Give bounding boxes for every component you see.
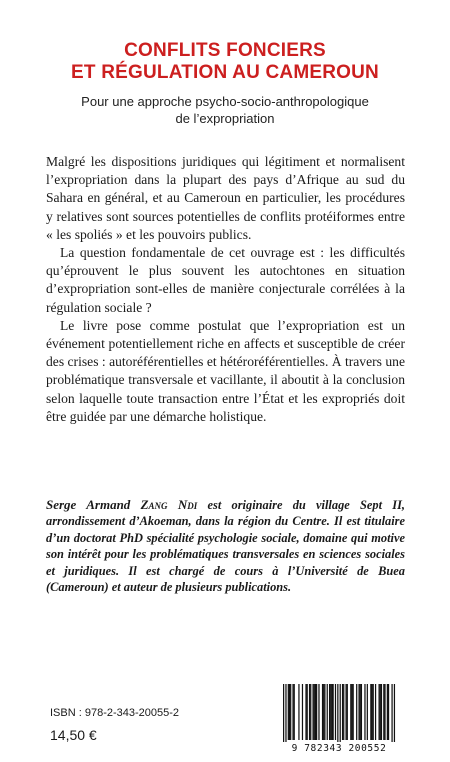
subtitle-line-2: de l’expropriation (175, 111, 275, 126)
barcode-bar (351, 684, 352, 740)
barcode-bar (335, 684, 336, 740)
barcode-bar (290, 684, 291, 740)
barcode-bar (302, 684, 303, 740)
barcode-bar (384, 684, 385, 740)
barcode-bar (361, 684, 362, 740)
barcode-bar (309, 684, 310, 740)
barcode-bar (294, 684, 295, 740)
bio-text: est originaire du village Sept II, arrondissement d’Akoeman, dans la région du Centre. Il est titulaire d’un doctorat PhD spécialité psychologie sociale, domaine qui motive son intérêt pour les problématiques transversales en sciences sociales et juridiques. Il est chargé de cours à l’Université de Buea (Cameroun) et auteur de plusieurs publications. (46, 498, 406, 595)
book-title (0, 40, 450, 84)
barcode-digits: 9 782343 200552 (291, 743, 387, 754)
barcode-bar (360, 684, 361, 740)
barcode-bar (329, 684, 330, 740)
isbn: ISBN : 978-2-343-20055-2 (50, 707, 180, 719)
barcode-bar (307, 684, 308, 740)
author-first-name: Serge Armand (46, 497, 131, 512)
barcode-bar (367, 684, 368, 740)
barcode-bar (331, 684, 332, 740)
barcode-bar (310, 684, 311, 740)
subtitle-line-1: Pour une approche psycho-socio-anthropologique (81, 94, 369, 109)
barcode-bar (315, 684, 316, 740)
barcode-bar (394, 684, 395, 742)
barcode-bar (333, 684, 334, 740)
barcode-bar (358, 684, 359, 740)
barcode-bars (273, 682, 405, 742)
barcode-bar (322, 684, 323, 740)
barcode-bar (305, 684, 306, 740)
barcode-bar (324, 684, 325, 740)
barcode-bar (327, 684, 328, 740)
barcode-bar (337, 684, 338, 742)
barcode-bar (298, 684, 299, 740)
barcode-bar (353, 684, 354, 740)
barcode-bar (318, 684, 319, 740)
abstract-paragraph-2: La question fondamentale de cet ouvrage est : les difficultés qu’éprouvent le plus souvent les autochtones en situation d’expropriation sont-elles de manière conjecturale corrélées à la régulation sociale ? (46, 245, 405, 315)
barcode-bar (381, 684, 382, 740)
barcode-bar (371, 684, 372, 740)
barcode-bar (343, 684, 344, 740)
barcode-bar (347, 684, 348, 740)
barcode-bar (383, 684, 384, 740)
barcode-bar (285, 684, 286, 742)
barcode-bar (375, 684, 376, 740)
barcode-bar (378, 684, 379, 740)
price: 14,50 € (50, 727, 97, 743)
barcode-bar (288, 684, 289, 740)
barcode-bar (345, 684, 346, 740)
barcode-bar (330, 684, 331, 740)
title-line-2: ET RÉGULATION AU CAMEROUN (71, 62, 379, 83)
barcode-bar (350, 684, 351, 740)
barcode-bar (388, 684, 389, 740)
title-line-1: CONFLITS FONCIERS (124, 40, 326, 61)
barcode (273, 682, 405, 754)
abstract-paragraph-3: Le livre pose comme postulat que l’expropriation est un événement potentiellement riche en affects et susceptible de créer des crises : autoréférentielles et hétéroréférentielles. À travers une problématique transversale et vacillante, il aboutit à la conclusion selon laquelle toute transaction entre l’État et les expropriés doit être guidée par une démarche holistique. (46, 317, 405, 424)
abstract (46, 153, 405, 426)
barcode-bar (316, 684, 317, 740)
barcode-bar (387, 684, 388, 740)
barcode-bar (292, 684, 293, 740)
barcode-bar (364, 684, 365, 740)
author-last-name: Zang Ndi (140, 497, 198, 512)
author-bio (46, 497, 405, 595)
barcode-bar (342, 684, 343, 740)
barcode-bar (373, 684, 374, 740)
barcode-bar (289, 684, 290, 740)
abstract-paragraph-1: Malgré les dispositions juridiques qui légitiment et normalisent l’expropriation dans la plupart des pays d’Afrique au sud du Sahara en général, et au Cameroun en particulier, les procédures y relatives sont sources potentielles de conflits protéiformes entre « les spoliés » et les pouvoirs publics. (46, 154, 405, 242)
book-subtitle (40, 93, 410, 127)
barcode-bar (283, 684, 284, 742)
barcode-bar (356, 684, 357, 740)
barcode-bar (340, 684, 341, 742)
barcode-bar (312, 684, 313, 740)
barcode-bar (380, 684, 381, 740)
barcode-bar (370, 684, 371, 740)
barcode-bar (323, 684, 324, 740)
barcode-bar (391, 684, 392, 742)
barcode-bar (314, 684, 315, 740)
